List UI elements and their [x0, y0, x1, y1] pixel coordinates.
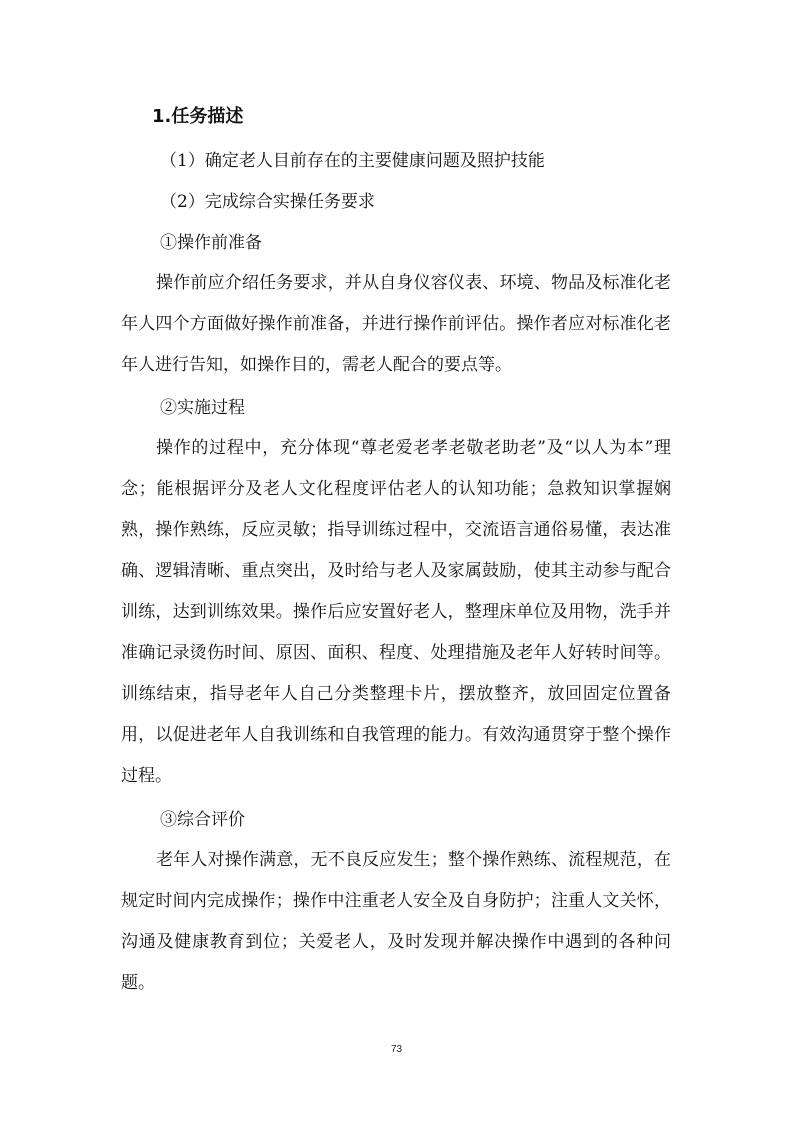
prep-subheading: ①操作前准备 [160, 233, 262, 253]
process-paragraph: 操作的过程中，充分体现“尊老爱老孝老敬老助老”及“以人为本”理念；能根据评分及老人文化程度评估老人的认知功能；急救知识掌握娴熟，操作熟练，反应灵敏；指导训练过程中，交流语言通俗易懂，表达准确、逻辑清晰、重点突出，及时给与老人及家属鼓励，使其主动参与配合训练，达到训练效果。操作后应安置好老人，整理床单位及用物，洗手并准确记录烫伤时间、原因、面积、程度、处理措施及老年人好转时间等。训练结束，指导老年人自己分类整理卡片，摆放整齐，放回固定位置备用，以促进老年人自我训练和自我管理的能力。有效沟通贯穿于整个操作过程。 [121, 438, 671, 786]
evaluation-subheading: ③综合评价 [160, 810, 245, 830]
evaluation-paragraph: 老年人对操作满意，无不良反应发生；整个操作熟练、流程规范，在规定时间内完成操作；操作中注重老人安全及自身防护；注重人文关怀，沟通及健康教育到位；关爱老人，及时发现并解决操作中遇到的各种问题。 [121, 850, 671, 993]
prep-paragraph: 操作前应介绍任务要求，并从自身仪容仪表、环境、物品及标准化老年人四个方面做好操作前准备，并进行操作前评估。操作者应对标准化老年人进行告知，如操作目的，需老人配合的要点等。 [121, 273, 671, 375]
page-number: 73 [390, 1044, 403, 1055]
task-item-1: （1）确定老人目前存在的主要健康问题及照护技能 [160, 151, 545, 171]
process-subheading: ②实施过程 [160, 398, 245, 418]
section-heading: 1.任务描述 [152, 106, 244, 127]
task-item-2: （2）完成综合实操任务要求 [160, 192, 375, 212]
